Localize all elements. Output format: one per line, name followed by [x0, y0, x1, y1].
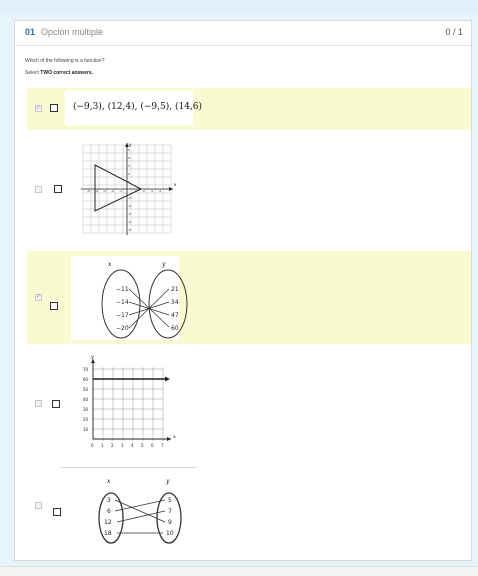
y-tick: 2: [128, 172, 130, 176]
checkbox-icon[interactable]: [53, 508, 61, 516]
mapping-diagram-1: [71, 256, 179, 340]
question-prompt: Which of the following is a function?: [25, 58, 105, 64]
x-tick: 4: [159, 189, 161, 193]
horizontal-line-graph: [71, 353, 185, 453]
x-tick: -3: [103, 189, 106, 193]
option-status-icon: [35, 186, 42, 193]
x-tick: -2: [111, 189, 114, 193]
mapping-y-head: y: [162, 261, 166, 268]
range-value: 7: [168, 508, 172, 515]
y-tick: 60: [83, 377, 89, 382]
ordered-pairs-answer: [65, 91, 203, 125]
option-status-icon: ✓: [36, 294, 42, 300]
y-tick: 50: [83, 387, 89, 392]
x-tick: 3: [121, 443, 124, 448]
x-tick: 5: [141, 443, 144, 448]
y-tick: 1: [128, 180, 130, 184]
x-tick: 1: [101, 443, 104, 448]
x-tick: 6: [151, 443, 154, 448]
y-tick: 70: [83, 367, 89, 372]
question-card: [14, 20, 472, 561]
mapping-diagram-2-svg: [61, 468, 197, 544]
y-tick: -1: [128, 196, 131, 200]
y-tick: -5: [128, 228, 131, 232]
horizontal-line-graph-svg: [71, 353, 185, 453]
range-value: 9: [168, 519, 172, 526]
x-axis-label: x: [174, 182, 177, 187]
triangle-graph-svg: [79, 141, 175, 237]
triangle-graph: [79, 141, 175, 237]
question-instruction: Select TWO correct answers.: [25, 70, 94, 76]
domain-value: −17: [116, 312, 129, 319]
range-value: 10: [166, 530, 174, 537]
mapping-y-head: y: [166, 478, 170, 485]
y-axis-label: y: [91, 354, 94, 360]
y-tick: -3: [128, 212, 131, 216]
question-type: Opción múltiple: [41, 27, 104, 37]
y-tick: -4: [128, 220, 131, 224]
domain-value: 18: [104, 530, 112, 537]
x-tick: 0: [91, 443, 94, 448]
range-value: 5: [168, 497, 172, 504]
domain-value: −20: [116, 325, 129, 332]
range-value: 60: [171, 325, 179, 332]
range-value: 47: [171, 312, 179, 319]
x-tick: -1: [119, 189, 122, 193]
checkbox-icon[interactable]: [50, 302, 58, 310]
option-5[interactable]: [27, 465, 471, 545]
y-tick: -2: [128, 204, 131, 208]
option-2[interactable]: [27, 135, 471, 243]
x-tick: 2: [143, 189, 145, 193]
x-tick: 7: [161, 443, 164, 448]
mapping-x-head: x: [108, 261, 112, 268]
range-value: 34: [171, 299, 179, 306]
top-band: [0, 0, 478, 14]
y-tick: 5: [128, 148, 130, 152]
checkbox-icon[interactable]: [52, 400, 60, 408]
mapping-x-head: x: [107, 478, 111, 485]
domain-value: 6: [107, 508, 111, 515]
option-status-icon: [35, 502, 42, 509]
option-4[interactable]: [27, 349, 471, 454]
x-tick: -5: [87, 189, 90, 193]
checkbox-icon[interactable]: [50, 104, 58, 112]
y-tick: 40: [83, 397, 89, 402]
y-tick: 4: [128, 156, 130, 160]
question-header: [15, 21, 471, 46]
x-tick: 2: [111, 443, 114, 448]
ordered-pairs-text: (−9,3), (12,4), (−9,5), (14,6): [73, 102, 203, 112]
x-axis-label: x: [173, 434, 176, 440]
x-tick: 4: [131, 443, 134, 448]
option-status-icon: [35, 400, 42, 407]
question-score: 0 / 1: [445, 27, 463, 37]
y-tick: 20: [83, 417, 89, 422]
domain-value: −14: [116, 299, 129, 306]
question-number: 01: [25, 27, 36, 37]
domain-value: 3: [107, 497, 111, 504]
option-3[interactable]: [27, 251, 471, 344]
range-value: 21: [171, 286, 179, 293]
x-tick: 3: [151, 189, 153, 193]
x-tick: 1: [135, 189, 137, 193]
mapping-diagram-2: [61, 467, 197, 544]
mapping-diagram-1-svg: [71, 256, 179, 340]
y-tick: 30: [83, 407, 89, 412]
footer-strip: [0, 566, 478, 576]
y-tick: 3: [128, 164, 130, 168]
option-1[interactable]: [27, 88, 471, 130]
domain-value: 12: [104, 519, 112, 526]
checkbox-icon[interactable]: [54, 185, 62, 193]
domain-value: −11: [116, 286, 129, 293]
option-status-icon: ✓: [36, 105, 42, 111]
y-axis-label: y: [129, 142, 132, 147]
y-tick: 10: [83, 427, 89, 432]
x-tick: -4: [95, 189, 98, 193]
